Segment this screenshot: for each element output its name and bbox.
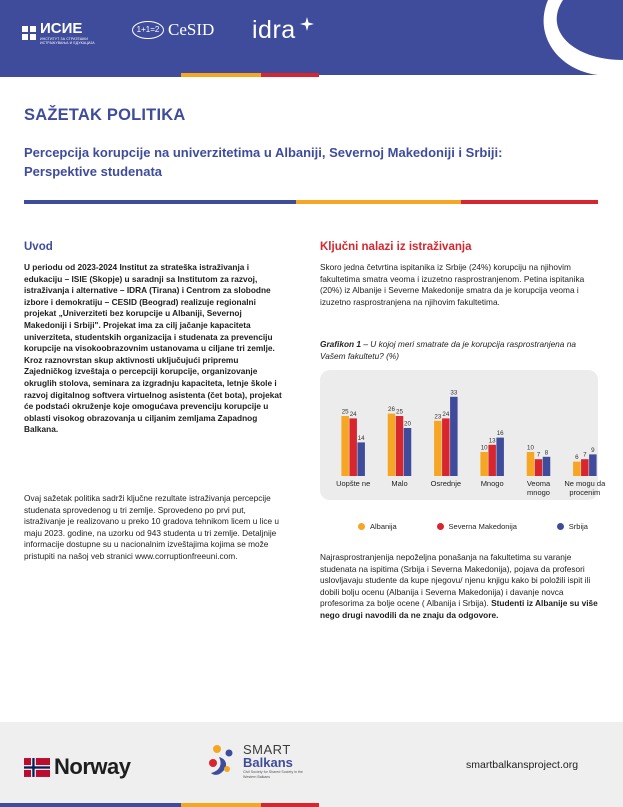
category-label-6-line1: Ne mogu da (564, 479, 606, 488)
bar-4-2 (488, 445, 496, 476)
header-stripe-yellow (181, 73, 261, 77)
chart-caption-label: Grafikon 1 (320, 339, 362, 349)
legend-item-srbija (557, 522, 588, 531)
cesid-logo (132, 20, 214, 40)
legend-dot-severna-makedonija (437, 523, 444, 530)
divider-stripe-yellow (296, 200, 461, 204)
intro-paragraph-2: Ovaj sažetak politika sadrži ključne rezultate istraživanja percepcije studenata sprovedenog u tri zemlje. Sprovedeno po prvi put, istraživanje je realizovano u preko 10 gradova tehnikom licem u lice u maju 2023. godine, na uzorku od 943 studenta u tri zemlje. Detaljnije informacije dostupne su u nacionalnim izveštajima kojima se može pristupiti na našoj veb stranici www.corruptionfreeuni.com. (24, 493, 280, 561)
cesid-logo-text: CeSID (168, 20, 215, 39)
idra-logo (252, 16, 314, 45)
isie-logo (22, 20, 110, 45)
data-label-1-1: 25 (341, 408, 349, 416)
data-label-6-3: 9 (591, 446, 595, 454)
legend-label-albanija: Albanija (370, 522, 397, 531)
category-label-1: Uopšte ne (336, 479, 371, 488)
bar-5-2 (535, 459, 543, 476)
isie-logo-subtext: ИНСТИТУТ ЗА СТРАТЕШКИ ИСТРАЖУВАЊА И ЕДУКАЦИЈА (40, 37, 95, 45)
category-label-3: Osrednje (430, 479, 462, 488)
smart-logo-line1: SMART (243, 742, 291, 757)
findings-paragraph-1: Skoro jedna četvrtina ispitanika iz Srbije (24%) korupciju na njihovim fakultetima smatra veoma i izuzetno rasprostranjenom. Petina ispitanika (20%) iz Albanije i Severne Makedonije smatra da je korupcija veoma i izuzetno rasprostranjena na njihovim fakultetima. (320, 262, 585, 307)
findings-paragraph-2-text: Najrasprostranjenija nepoželjna ponašanja na fakultetima su varanje studenata na ispitima (Srbija i Severna Makedonija), pojava da profesori uslovljavaju studente da kupe njegovu/ njenu knjigu kako bi položili ispit ili dobili bolju ocenu (Albanija i Severna Makedonija) i davanje novca profesorima za bolje ocene ( Albanija i Srbija). (320, 552, 591, 609)
footer-stripe-red (261, 803, 319, 807)
chart-caption (320, 339, 590, 362)
data-label-2-2: 25 (396, 408, 403, 416)
legend-label-srbija: Srbija (568, 522, 588, 531)
isie-mark-icon (22, 26, 36, 40)
bar-5-1 (527, 452, 535, 476)
legend-dot-albanija (358, 523, 365, 530)
category-label-6-line2: procenim (569, 488, 601, 497)
bar-1-1 (341, 416, 349, 476)
footer-stripe-blue (0, 803, 181, 807)
header-stripe-blue (0, 73, 181, 77)
bar-3-3 (450, 397, 458, 476)
findings-paragraph-2-bold: Studenti iz Albanije su više nego drugi navodili da ne znaju da odgovore. (320, 598, 598, 620)
isie-logo-text: ИСИЕ (40, 20, 83, 37)
bar-1-2 (349, 418, 357, 476)
smart-balkans-logo (207, 743, 313, 779)
website-link[interactable]: smartbalkansproject.org (466, 759, 579, 771)
legend-item-albanija (358, 522, 397, 531)
category-label-2: Malo (391, 479, 408, 488)
chart-caption-text: – U kojoj meri smatrate da je korupcija rasprostranjena na Vašem fakultetu? (%) (320, 339, 576, 361)
data-label-5-1: 10 (527, 444, 534, 452)
findings-heading: Ključni nalazi iz istraživanja (320, 241, 472, 253)
bar-6-1 (573, 462, 581, 476)
data-label-5-3: 8 (544, 449, 549, 457)
data-label-2-3: 20 (404, 420, 411, 428)
data-label-1-2: 24 (349, 410, 357, 418)
divider-stripe-red (461, 200, 598, 204)
data-label-2-1: 26 (388, 406, 395, 414)
bar-1-3 (357, 442, 365, 476)
norway-flag-icon (24, 758, 50, 777)
bar-5-3 (543, 457, 551, 476)
category-label-4: Mnogo (480, 479, 504, 488)
smart-logo-line2: Balkans (243, 755, 293, 770)
bar-3-1 (434, 421, 442, 476)
cesid-mark: 1+1=2 (132, 21, 164, 39)
page-subtitle: Percepcija korupcije na univerzitetima u Albaniji, Severnoj Makedoniji i Srbiji: Perspektive studenata (24, 145, 503, 179)
category-label-5-line1: Veoma (526, 479, 551, 488)
divider-stripe-blue (24, 200, 296, 204)
bar-4-3 (496, 438, 504, 476)
data-label-6-1: 6 (575, 454, 579, 462)
bar-4-1 (480, 452, 488, 476)
data-label-3-2: 24 (442, 410, 450, 418)
bar-2-3 (404, 428, 412, 476)
smart-logo-line3: Civil Society for Shared Society in the Western Balkans (243, 770, 303, 779)
data-label-4-3: 16 (496, 430, 504, 438)
chart-legend (358, 522, 588, 531)
footer-stripe-yellow (181, 803, 261, 807)
data-label-3-1: 23 (434, 413, 442, 421)
data-label-5-2: 7 (536, 451, 541, 459)
header-stripe-red (261, 73, 319, 77)
intro-heading: Uvod (24, 241, 53, 253)
bar-6-3 (589, 454, 597, 476)
data-label-6-2: 7 (583, 451, 587, 459)
data-label-4-2: 13 (488, 437, 496, 445)
data-label-4-1: 10 (480, 444, 488, 452)
norway-logo (24, 754, 130, 780)
intro-paragraph-1: U periodu od 2023-2024 Institut za strateška istraživanja i edukaciju – ISIE (Skopje) u saradnji sa Institutom za razvoj, istraživanja i alternative – IDRA (Tirana) i Centrom za slobodne izbore i demokratiju – CESID (Beograd) realizuje regionalni projekat „Univerziteti bez korupcije u Albaniji, Severnoj Makedoniji i Srbiji". Projekat ima za cilj jačanje kapaciteta univerziteta, studentskih organizacija i studenata za prevenciju korupcije na visokoobrazovnim ustanovama u ciljane tri zemlje. Kroz raznovrstan skup aktivnosti uključujući pripremu Zajedničkog izveštaja o percepciji korupcije, organizovanje okruglih stolova, seminara za izgradnju kapaciteta, letnje škole i razvoj digitalnog softvera virtuelnog asistenta (čet bota), projekat će podstaći okruženje koje omogućava prevenciju korupcije u oblasti visokog obrazovanja u ciljanim zemljama Zapadnog Balkana. (24, 262, 282, 435)
bar-3-2 (442, 418, 450, 476)
legend-label-severna-makedonija: Severna Makedonija (448, 522, 517, 531)
compass-star-icon (300, 17, 314, 31)
norway-logo-text: Norway (54, 754, 131, 779)
legend-item-severna-makedonija (437, 522, 517, 531)
decorative-swirl-graphic (503, 0, 623, 75)
bar-2-2 (396, 416, 404, 476)
bar-chart (320, 370, 606, 535)
bar-6-2 (581, 459, 589, 476)
header-band (0, 0, 623, 75)
idra-logo-text: idra (252, 16, 296, 44)
bar-2-1 (388, 414, 396, 476)
page-title: SAŽETAK POLITIKA (24, 106, 186, 124)
smart-balkans-mark-icon (207, 743, 237, 779)
legend-dot-srbija (557, 523, 564, 530)
findings-paragraph-2 (320, 552, 600, 622)
data-label-3-3: 33 (450, 389, 458, 397)
data-label-1-3: 14 (357, 434, 365, 442)
category-label-5-line2: mnogo (527, 488, 550, 497)
